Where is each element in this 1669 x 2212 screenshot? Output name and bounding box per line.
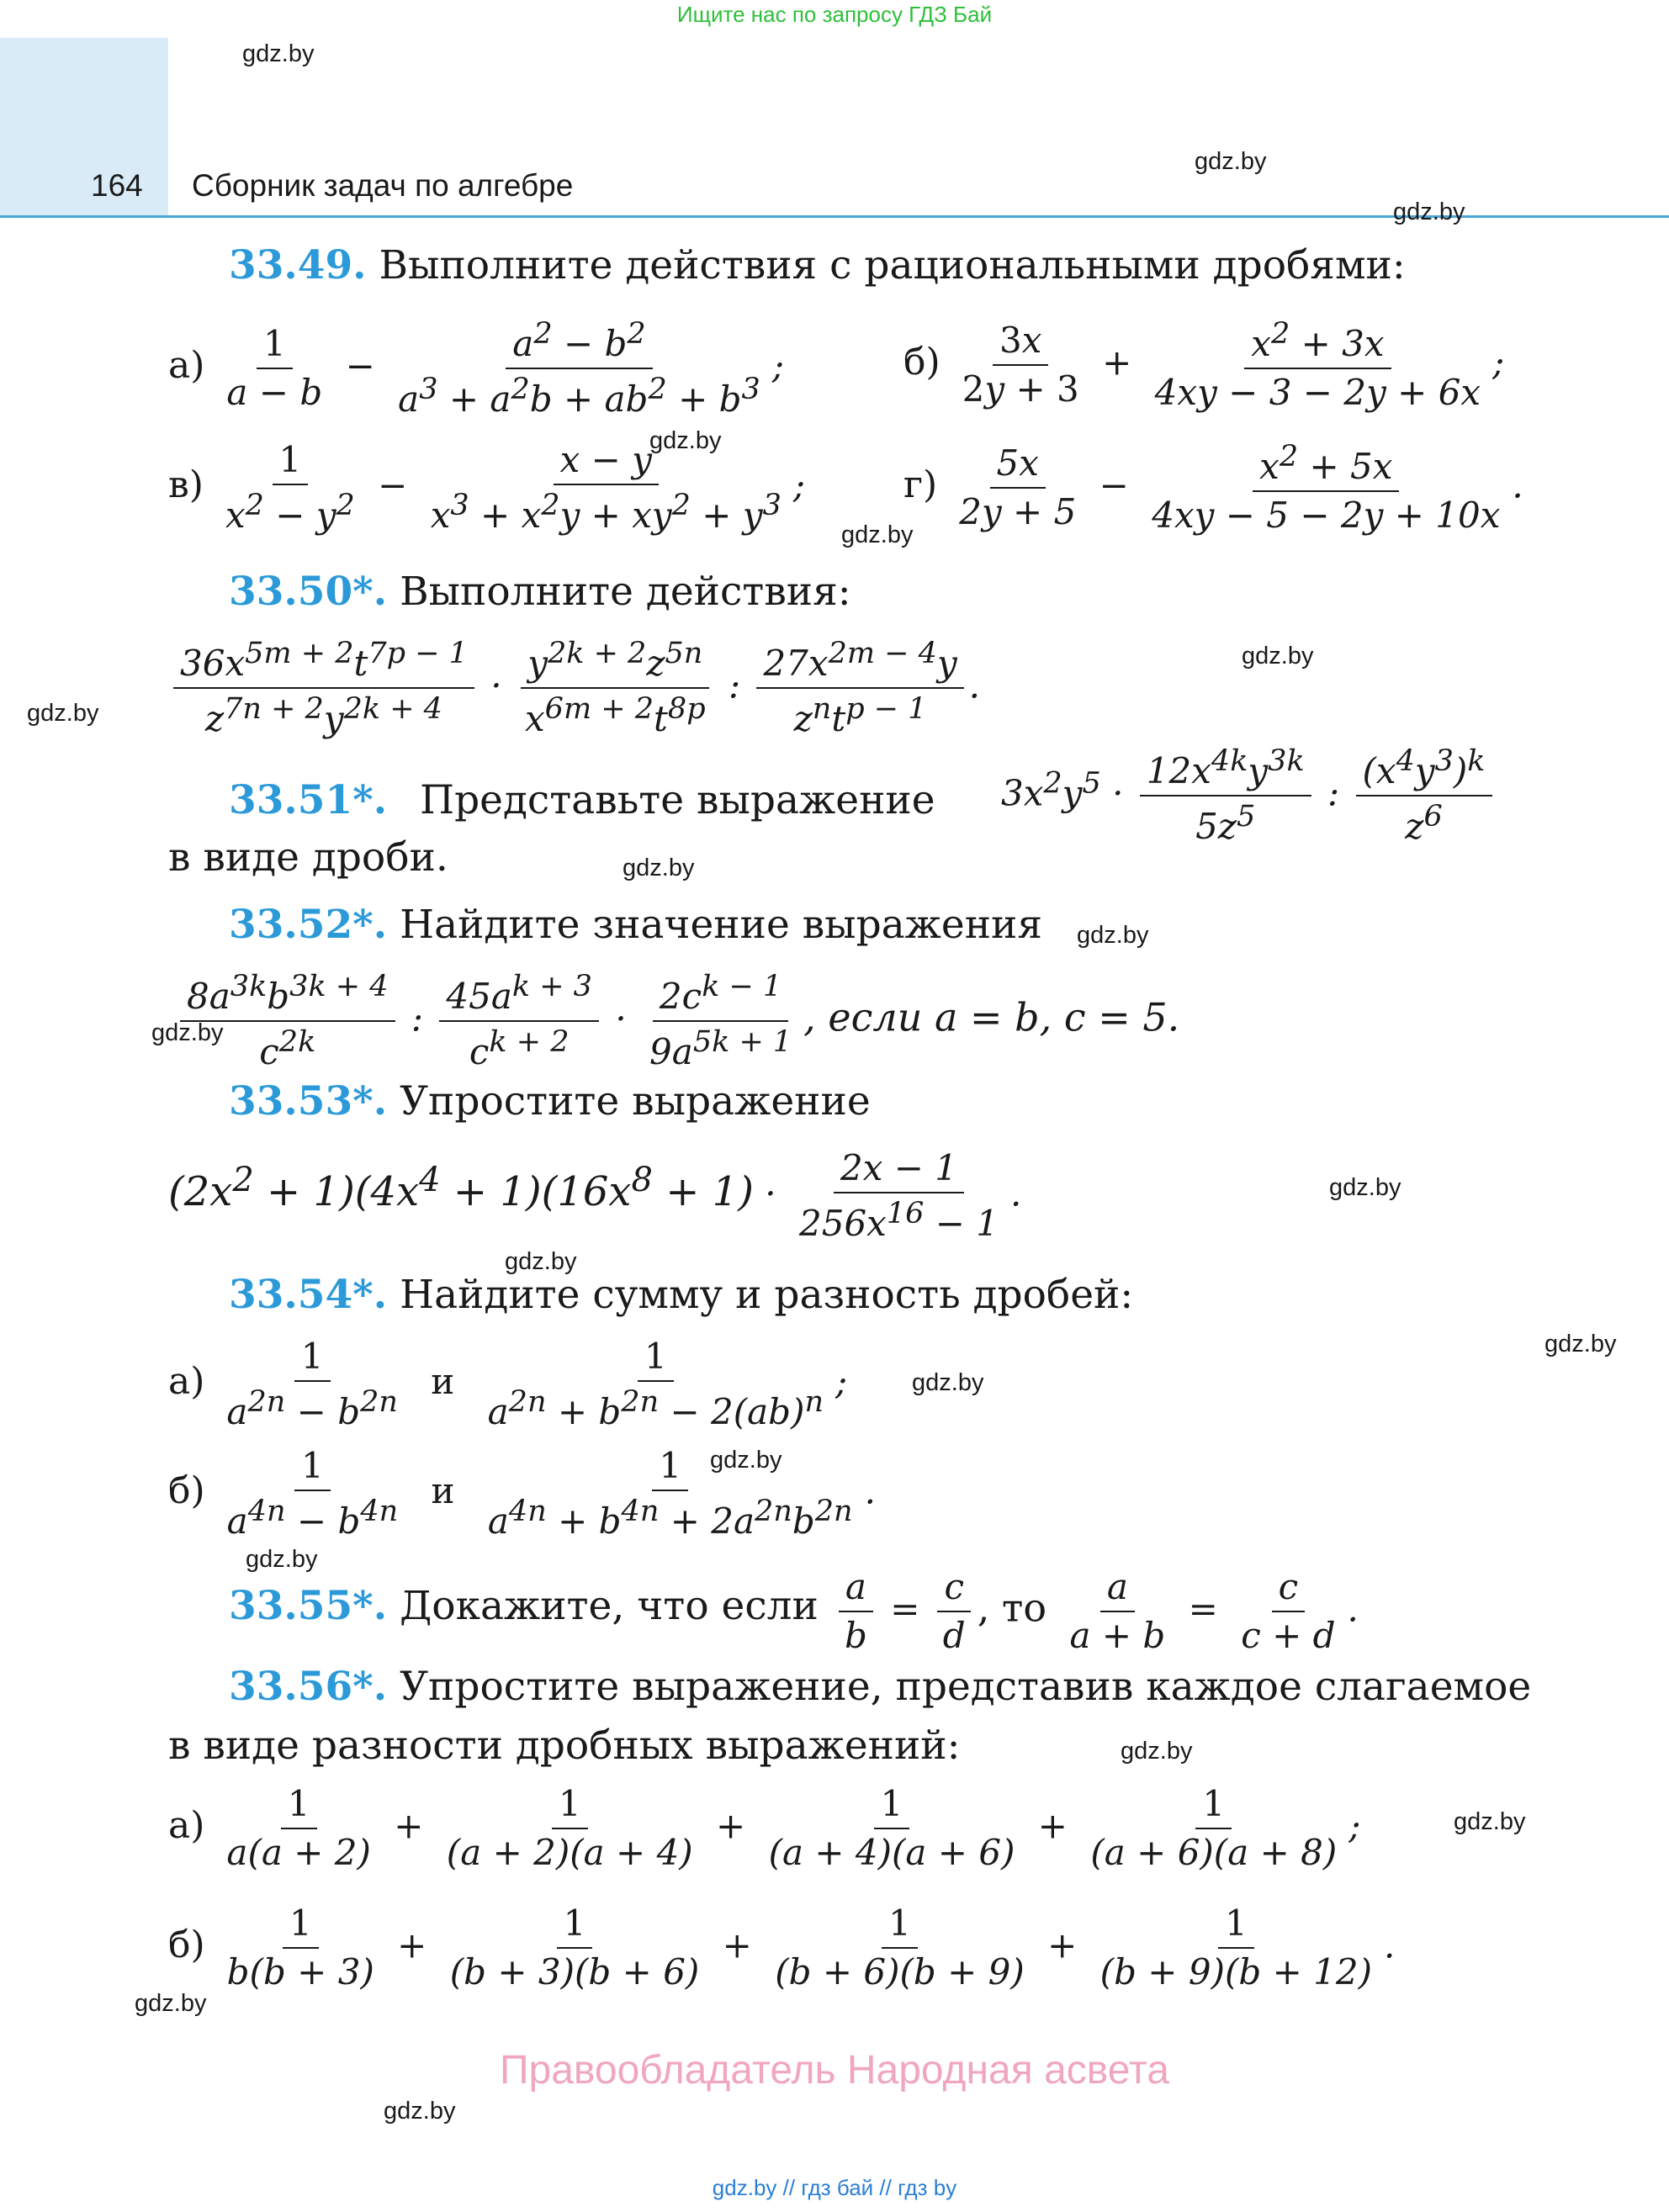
- watermark: gdz.by: [135, 1990, 207, 2017]
- problem-33-56-text-cont: в виде разности дробных выражений:: [168, 1723, 961, 1769]
- problem-33-51-heading: [229, 777, 935, 823]
- problem-33-53-heading: [229, 1078, 871, 1125]
- watermark: gdz.by: [1242, 643, 1314, 669]
- item-label: а): [168, 344, 205, 388]
- item-label: б): [168, 1924, 205, 1967]
- problem-33-54-a: а) $\frac{1}{a^{2n} - b^{2n}}$ и $\frac{1}{a^{2n} + b^{2n} - 2(ab)^n}$ ;: [168, 1336, 848, 1433]
- page-number: 164: [91, 168, 143, 203]
- problem-33-49-g: г) $\frac{5x}{2y + 5}$ − $\frac{x^2 + 5x}{4xy - 5 - 2y + 10x}$ .: [903, 440, 1523, 537]
- item-label: а): [168, 1360, 205, 1404]
- problem-33-54-b: б) $\frac{1}{a^{4n} - b^{4n}}$ и $\frac{1}{a^{4n} + b^{4n} + 2a^{2n}b^{2n}}$ .: [168, 1445, 876, 1543]
- item-label: б): [168, 1469, 205, 1513]
- conjunction: и: [431, 1470, 455, 1512]
- problem-33-56-b: б) $\frac{1}{b(b + 3)}$ + $\frac{1}{(b + 3)(b + 6)}$ + $\frac{1}{(b + 6)(b + 9)}$ + $\frac{1}{(b + 9)(b + 12)}$ .: [168, 1902, 1396, 1993]
- book-title: Сборник задач по алгебре: [192, 168, 574, 203]
- then-word: , то: [977, 1585, 1047, 1631]
- problem-number: 33.49.: [229, 242, 367, 288]
- watermark: gdz.by: [384, 2098, 456, 2125]
- watermark: gdz.by: [242, 40, 315, 67]
- problem-text: Найдите значение выражения: [400, 902, 1043, 948]
- problem-33-56-a: а) $\frac{1}{a(a + 2)}$ + $\frac{1}{(a + 2)(a + 4)}$ + $\frac{1}{(a + 4)(a + 6)}$ + $\frac{1}{(a + 6)(a + 8)}$ ;: [168, 1783, 1361, 1874]
- problem-33-50-heading: [229, 569, 851, 615]
- watermark: gdz.by: [1077, 922, 1149, 949]
- watermark: gdz.by: [1393, 198, 1465, 225]
- watermark: gdz.by: [505, 1248, 577, 1275]
- problem-33-56-heading: [229, 1664, 1532, 1710]
- problem-33-51-text-cont: в виде дроби.: [168, 834, 448, 881]
- copyright-holder-note: Правообладатель Народная асвета: [500, 2048, 1169, 2093]
- problem-33-49-a: а) $\frac{1}{a - b}$ − $\frac{a^2 - b^2}{a^3 + a^2b + ab^2 + b^3}$ ;: [168, 317, 784, 421]
- problem-33-52-heading: [229, 902, 1043, 948]
- problem-33-53-expression: $(2x^2 + 1)(4x^4 + 1)(16x^8 + 1)$ · $\frac{2x - 1}{256x^{16} - 1}$ .: [168, 1147, 1022, 1245]
- problem-text: Выполните действия:: [400, 569, 851, 615]
- problem-text: Представьте выражение: [420, 777, 935, 823]
- top-banner[interactable]: Ищите нас по запросу ГДЗ Бай: [676, 2, 993, 27]
- problem-33-49-v: в) $\frac{1}{x^2 - y^2}$ − $\frac{x - y}{x^3 + x^2y + xy^2 + y^3}$ ;: [168, 439, 805, 537]
- problem-number: 33.51*.: [229, 777, 388, 823]
- problem-number: 33.53*.: [229, 1078, 388, 1125]
- problem-33-55-expression: $\frac{a}{b}$ = $\frac{c}{d}$ , то $\frac{a}{a + b}$ = $\frac{c}{c + d}$ .: [833, 1566, 1359, 1658]
- problem-text: Докажите, что если: [400, 1583, 819, 1629]
- problem-number: 33.55*.: [229, 1583, 388, 1629]
- watermark: gdz.by: [841, 521, 914, 548]
- problem-text: Выполните действия с рациональными дробями:: [379, 242, 1406, 288]
- conjunction: и: [431, 1361, 455, 1403]
- problem-text: Найдите сумму и разность дробей:: [400, 1272, 1134, 1318]
- watermark: gdz.by: [246, 1546, 318, 1573]
- problem-33-51-expression: $3x^2y^5$ · $\frac{12x^{4k}y^{3k}}{5z^5}$ : $\frac{(x^4y^3)^k}{z^6}$: [1001, 744, 1497, 849]
- item-label: г): [903, 463, 938, 507]
- problem-33-52-expression: $\frac{8a^{3k}b^{3k + 4}}{c^{2k}}$ : $\frac{45a^{k + 3}}{c^{k + 2}}$ · $\frac{2c^{k - 1}}{9a^{5k + 1}}$ , если a = b, c = 5.: [175, 969, 1179, 1074]
- item-label: в): [168, 463, 204, 507]
- watermark: gdz.by: [1454, 1808, 1526, 1835]
- problem-number: 33.50*.: [229, 569, 388, 615]
- watermark: gdz.by: [151, 1019, 224, 1046]
- problem-33-49-heading: [229, 242, 1406, 288]
- watermark: gdz.by: [1329, 1174, 1401, 1201]
- problem-33-49-b: б) $\frac{3x}{2y + 3}$ + $\frac{x^2 + 3x}{4xy - 3 - 2y + 6x}$ ;: [903, 317, 1505, 414]
- watermark: gdz.by: [623, 855, 695, 881]
- watermark: gdz.by: [649, 427, 722, 454]
- watermark: gdz.by: [1544, 1331, 1617, 1357]
- problem-number: 33.56*.: [229, 1664, 388, 1710]
- problem-33-55-heading: [229, 1583, 819, 1629]
- problem-33-52-condition: , если a = b, c = 5.: [803, 994, 1180, 1040]
- item-label: б): [903, 341, 940, 384]
- page-side-tab: [0, 38, 168, 216]
- watermark: gdz.by: [1195, 148, 1267, 175]
- watermark: gdz.by: [710, 1447, 782, 1474]
- watermark: gdz.by: [1121, 1738, 1193, 1765]
- watermark: gdz.by: [912, 1369, 984, 1396]
- problem-33-50-expression: $\frac{36x^{5m + 2}t^{7p - 1}}{z^{7n + 2}y^{2k + 4}}$ · $\frac{y^{2k + 2}z^{5n}}{x^{6m + 2}t^{8p}}$ : $\frac{27x^{2m - 4}y}{z^nt^{p - 1}}$ .: [168, 636, 980, 741]
- problem-text: Упростите выражение: [400, 1078, 871, 1125]
- item-label: а): [168, 1804, 205, 1848]
- watermark: gdz.by: [27, 700, 99, 727]
- problem-number: 33.54*.: [229, 1272, 388, 1318]
- problem-text: Упростите выражение, представив каждое слагаемое: [400, 1664, 1532, 1710]
- problem-33-54-heading: [229, 1272, 1134, 1318]
- footer-links[interactable]: gdz.by // гдз бай // гдз by: [712, 2175, 957, 2200]
- problem-number: 33.52*.: [229, 902, 388, 948]
